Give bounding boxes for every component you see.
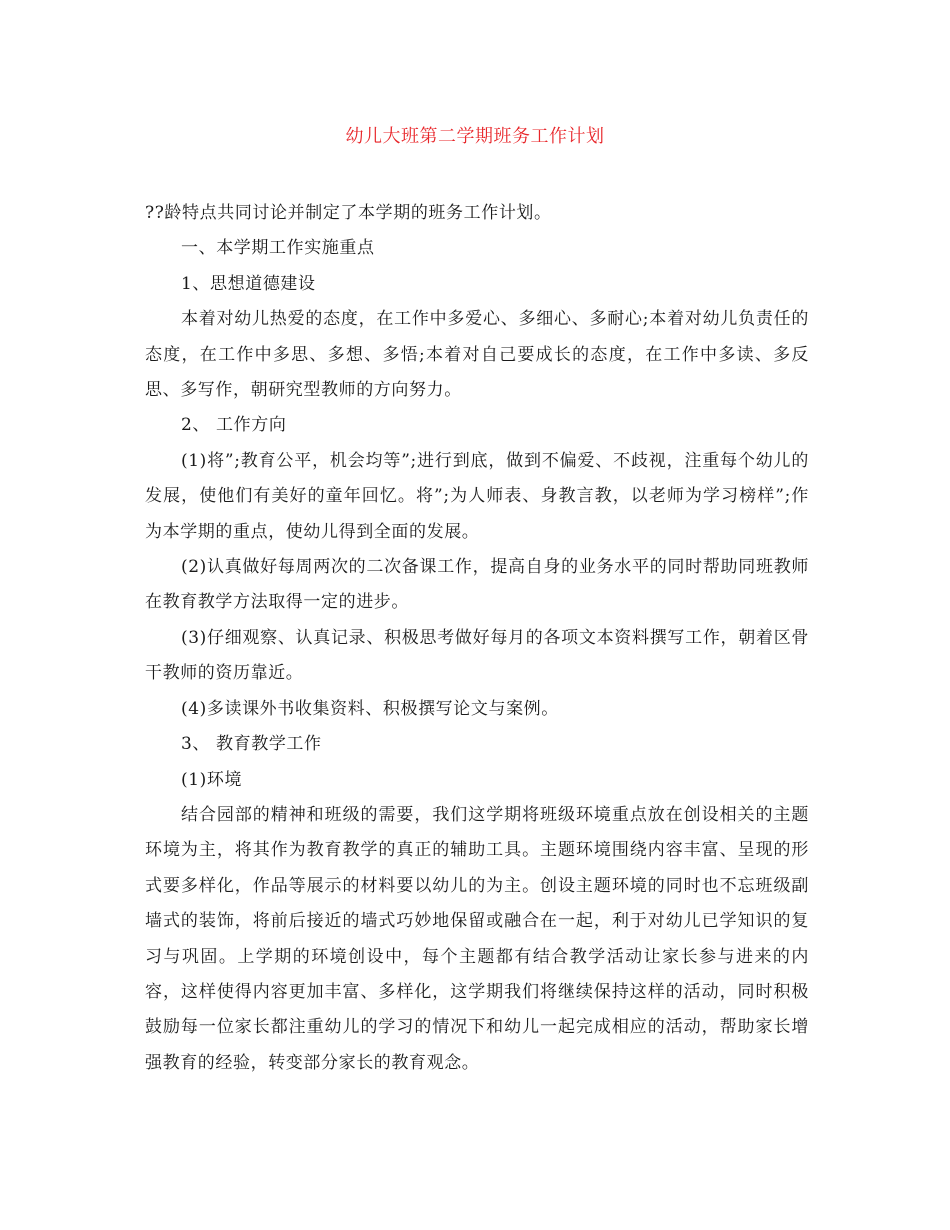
list-item-4: (4)多读课外书收集资料、积极撰写论文与案例。 <box>181 698 559 719</box>
list-item-3: (3)仔细观察、认真记录、积极思考做好每月的各项文本资料撰写工作，朝着区骨干教师的资历靠近。 <box>145 627 809 684</box>
subsection-heading-2: 2、 工作方向 <box>181 415 287 436</box>
document-title: 幼儿大班第二学期班务工作计划 <box>345 126 605 147</box>
section-heading-1: 一、本学期工作实施重点 <box>181 238 375 259</box>
paragraph-intro: ??龄特点共同讨论并制定了本学期的班务工作计划。 <box>145 203 552 223</box>
sub-item-environment: (1)环境 <box>181 769 243 790</box>
document-body <box>145 196 809 1081</box>
list-item-1: (1)将”;教育公平，机会均等”;进行到底，做到不偏爱、不歧视，注重每个幼儿的发展，使他们有美好的童年回忆。将”;为人师表、身教言教，以老师为学习榜样”;作为本学期的重点，使幼儿得到全面的发展。 <box>145 450 809 542</box>
subsection-heading-3: 3、 教育教学工作 <box>181 734 322 755</box>
paragraph-environment: 结合园部的精神和班级的需要，我们这学期将班级环境重点放在创设相关的主题环境为主，将其作为教育教学的真正的辅助工具。主题环境围绕内容丰富、呈现的形式要多样化，作品等展示的材料要以幼儿的为主。创设主题环境的同时也不忘班级副墙式的装饰，将前后接近的墙式巧妙地保留或融合在一起，利于对幼儿已学知识的复习与巩固。上学期的环境创设中，每个主题都有结合教学活动让家长参与进来的内容，这样使得内容更加丰富、多样化，这学期我们将继续保持这样的活动，同时积极鼓励每一位家长都注重幼儿的学习的情况下和幼儿一起完成相应的活动，帮助家长增强教育的经验，转变部分家长的教育观念。 <box>145 804 809 1073</box>
paragraph-moral: 本着对幼儿热爱的态度，在工作中多爱心、多细心、多耐心;本着对幼儿负责任的态度，在工作中多思、多想、多悟;本着对自己要成长的态度，在工作中多读、多反思、多写作，朝研究型教师的方向努力。 <box>145 309 809 401</box>
list-item-2: (2)认真做好每周两次的二次备课工作，提高自身的业务水平的同时帮助同班教师在教育教学方法取得一定的进步。 <box>145 557 809 613</box>
subsection-heading-1: 1、思想道德建设 <box>181 273 316 294</box>
